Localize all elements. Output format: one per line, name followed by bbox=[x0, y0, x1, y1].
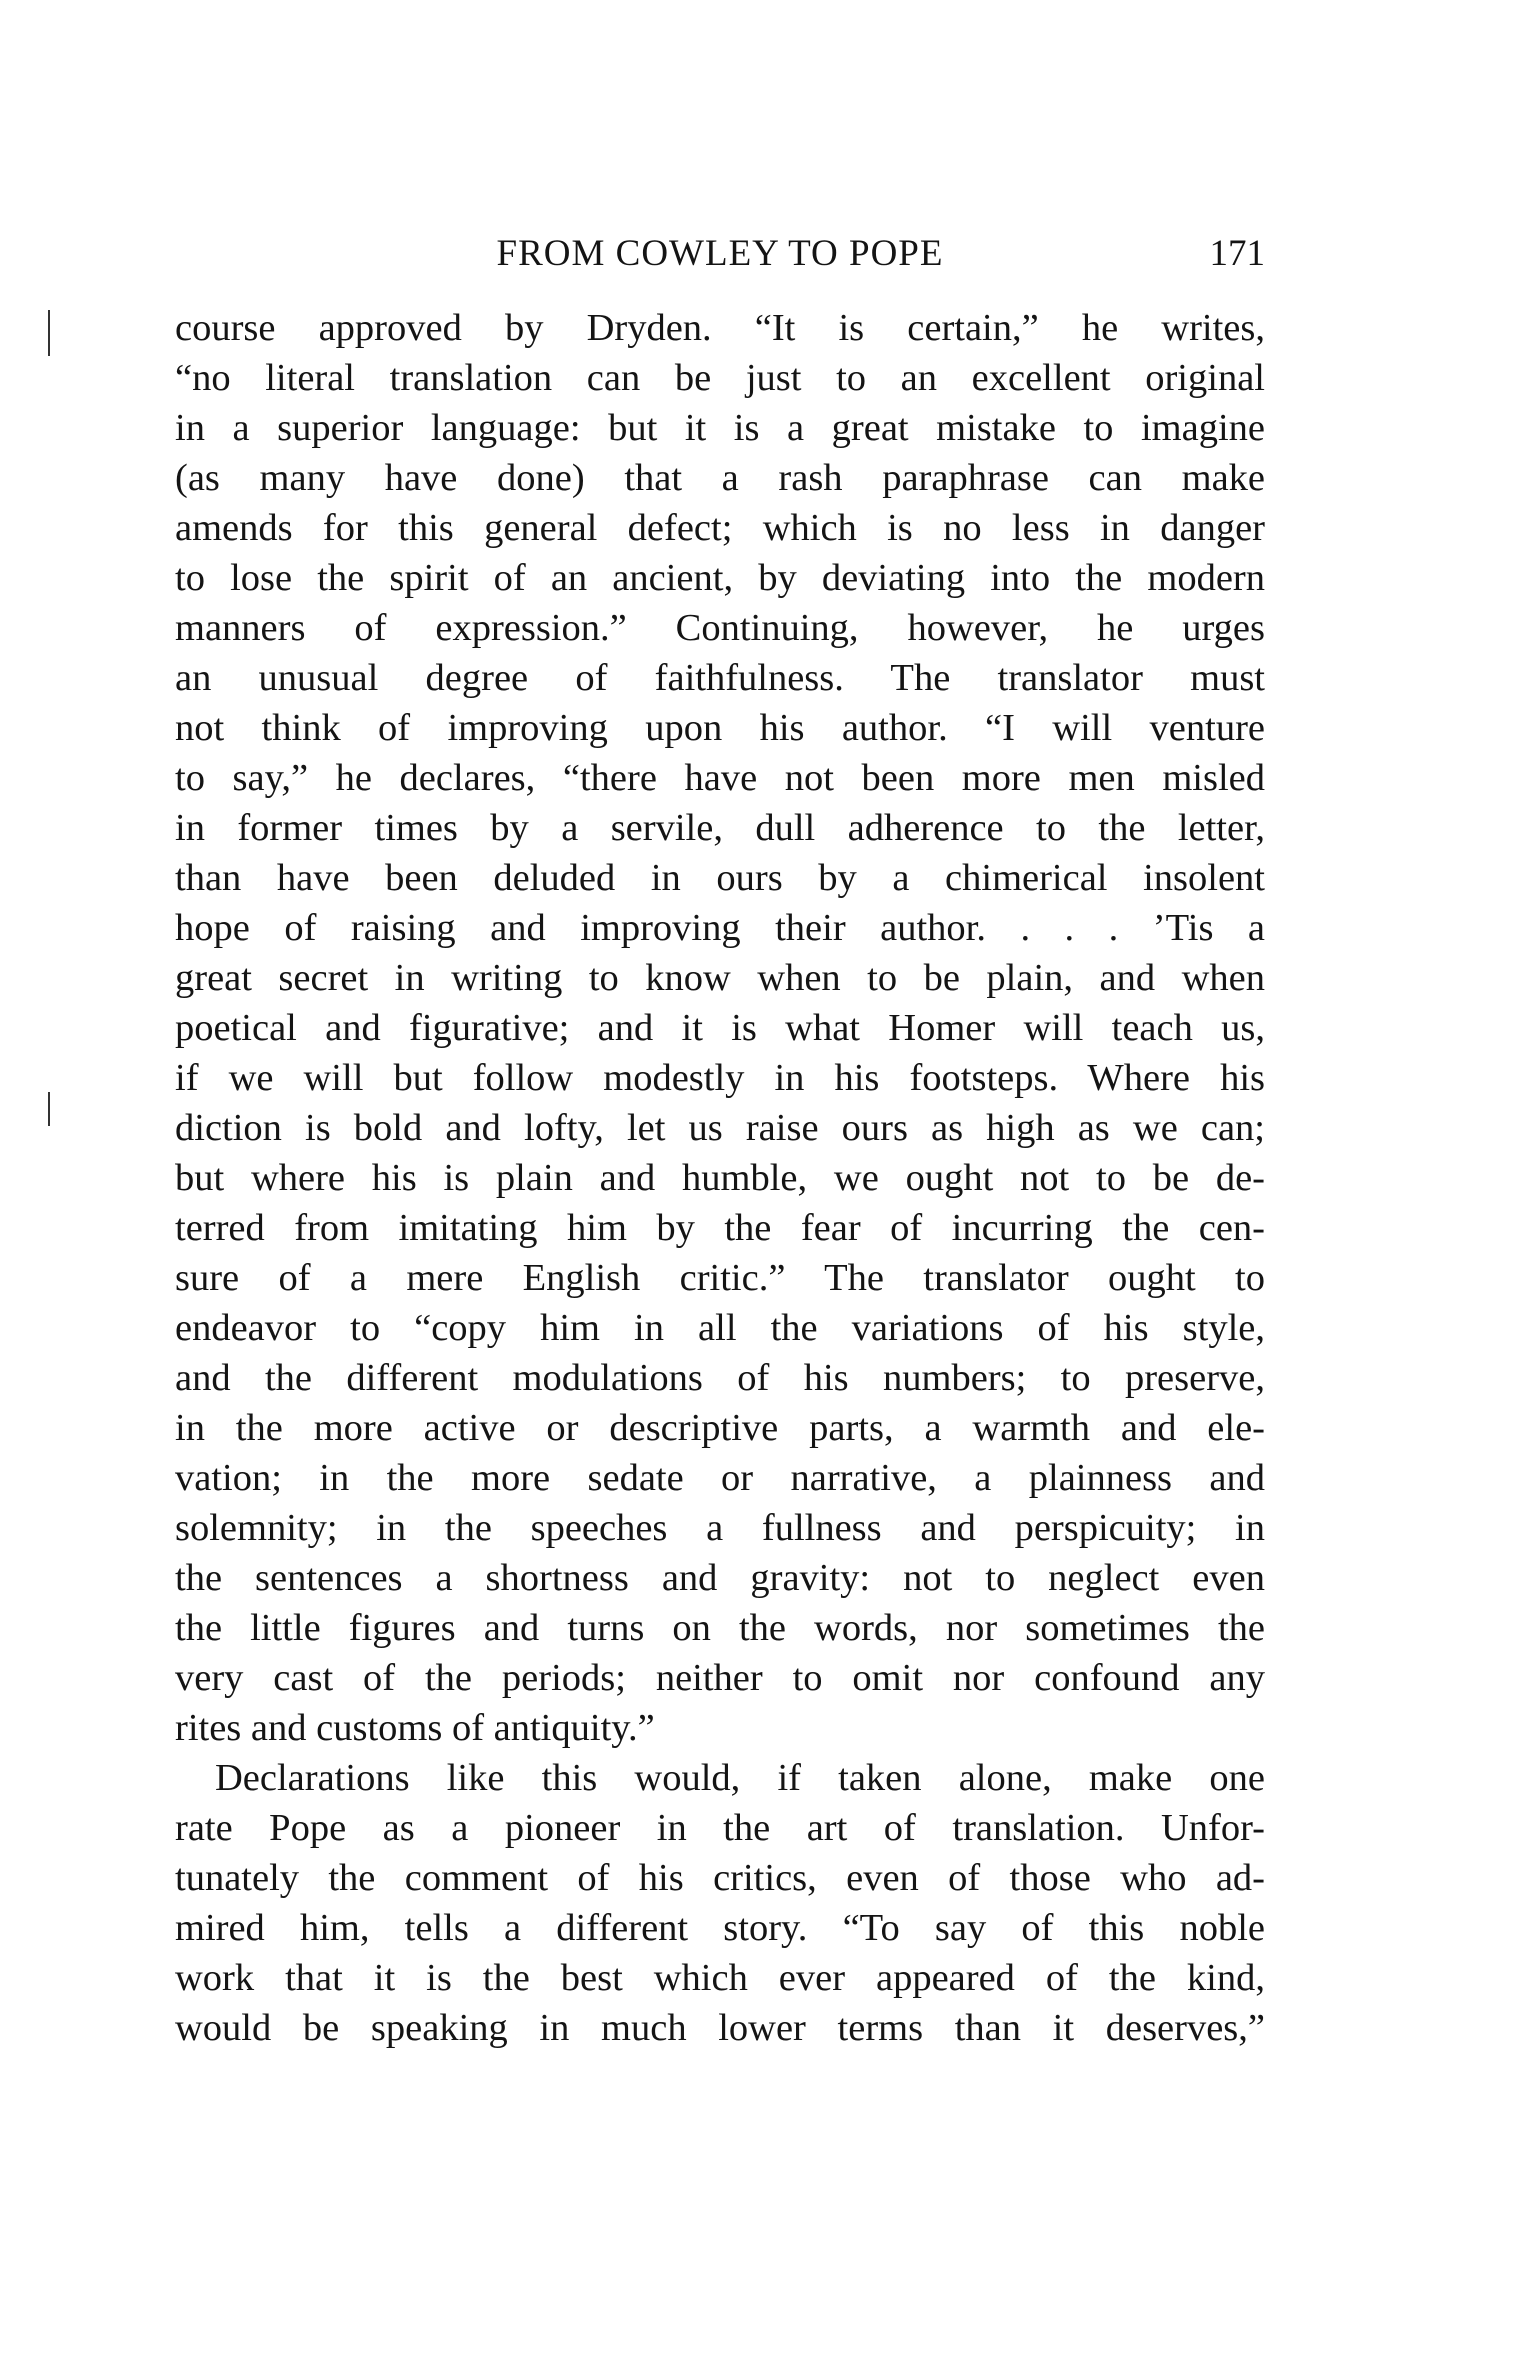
text-line: hope of raising and improving their author. . . . ’Tis a bbox=[175, 907, 1265, 949]
margin-mark-middle bbox=[48, 1092, 50, 1126]
text-line: the little figures and turns on the words, nor sometimes the bbox=[175, 1607, 1265, 1649]
text-line: rites and customs of antiquity.” bbox=[175, 1707, 655, 1749]
text-line: sure of a mere English critic.” The translator ought to bbox=[175, 1257, 1265, 1299]
paragraph bbox=[175, 303, 1265, 1753]
text-line: in a superior language: but it is a great mistake to imagine bbox=[175, 407, 1265, 449]
text-line: very cast of the periods; neither to omit nor confound any bbox=[175, 1657, 1265, 1699]
margin-mark-top bbox=[48, 310, 50, 356]
text-line: if we will but follow modestly in his footsteps. Where his bbox=[175, 1057, 1265, 1099]
body-text bbox=[175, 303, 1265, 2053]
text-line: solemnity; in the speeches a fullness and perspicuity; in bbox=[175, 1507, 1265, 1549]
text-line: in the more active or descriptive parts, a warmth and ele- bbox=[175, 1407, 1265, 1449]
page-header bbox=[175, 228, 1265, 280]
text-line: “no literal translation can be just to an excellent original bbox=[175, 357, 1265, 399]
text-line: tunately the comment of his critics, even of those who ad- bbox=[175, 1857, 1265, 1899]
text-line: course approved by Dryden. “It is certain,” he writes, bbox=[175, 307, 1265, 349]
text-line: manners of expression.” Continuing, however, he urges bbox=[175, 607, 1265, 649]
running-title: FROM COWLEY TO POPE bbox=[496, 233, 944, 274]
text-line: an unusual degree of faithfulness. The translator must bbox=[175, 657, 1265, 699]
text-line: poetical and figurative; and it is what Homer will teach us, bbox=[175, 1007, 1265, 1049]
paragraph bbox=[175, 1753, 1265, 2053]
text-line: in former times by a servile, dull adherence to the letter, bbox=[175, 807, 1265, 849]
text-line: rate Pope as a pioneer in the art of translation. Unfor- bbox=[175, 1807, 1265, 1849]
text-line: than have been deluded in ours by a chimerical insolent bbox=[175, 857, 1265, 899]
text-line: great secret in writing to know when to be plain, and when bbox=[175, 957, 1265, 999]
text-line: the sentences a shortness and gravity: not to neglect even bbox=[175, 1557, 1265, 1599]
text-line: to lose the spirit of an ancient, by deviating into the modern bbox=[175, 557, 1265, 599]
text-line: (as many have done) that a rash paraphrase can make bbox=[175, 457, 1265, 499]
text-line: Declarations like this would, if taken alone, make one bbox=[215, 1757, 1265, 1799]
text-line: not think of improving upon his author. “I will venture bbox=[175, 707, 1265, 749]
text-line: to say,” he declares, “there have not been more men misled bbox=[175, 757, 1265, 799]
text-line: but where his is plain and humble, we ought not to be de- bbox=[175, 1157, 1265, 1199]
text-line: vation; in the more sedate or narrative, a plainness and bbox=[175, 1457, 1265, 1499]
text-line: and the different modulations of his numbers; to preserve, bbox=[175, 1357, 1265, 1399]
text-line: would be speaking in much lower terms than it deserves,” bbox=[175, 2007, 1265, 2049]
text-line: diction is bold and lofty, let us raise ours as high as we can; bbox=[175, 1107, 1265, 1149]
text-line: work that it is the best which ever appeared of the kind, bbox=[175, 1957, 1265, 1999]
page-number: 171 bbox=[1209, 233, 1265, 274]
text-line: endeavor to “copy him in all the variations of his style, bbox=[175, 1307, 1265, 1349]
text-line: mired him, tells a different story. “To say of this noble bbox=[175, 1907, 1265, 1949]
text-line: terred from imitating him by the fear of incurring the cen- bbox=[175, 1207, 1265, 1249]
text-line: amends for this general defect; which is no less in danger bbox=[175, 507, 1265, 549]
